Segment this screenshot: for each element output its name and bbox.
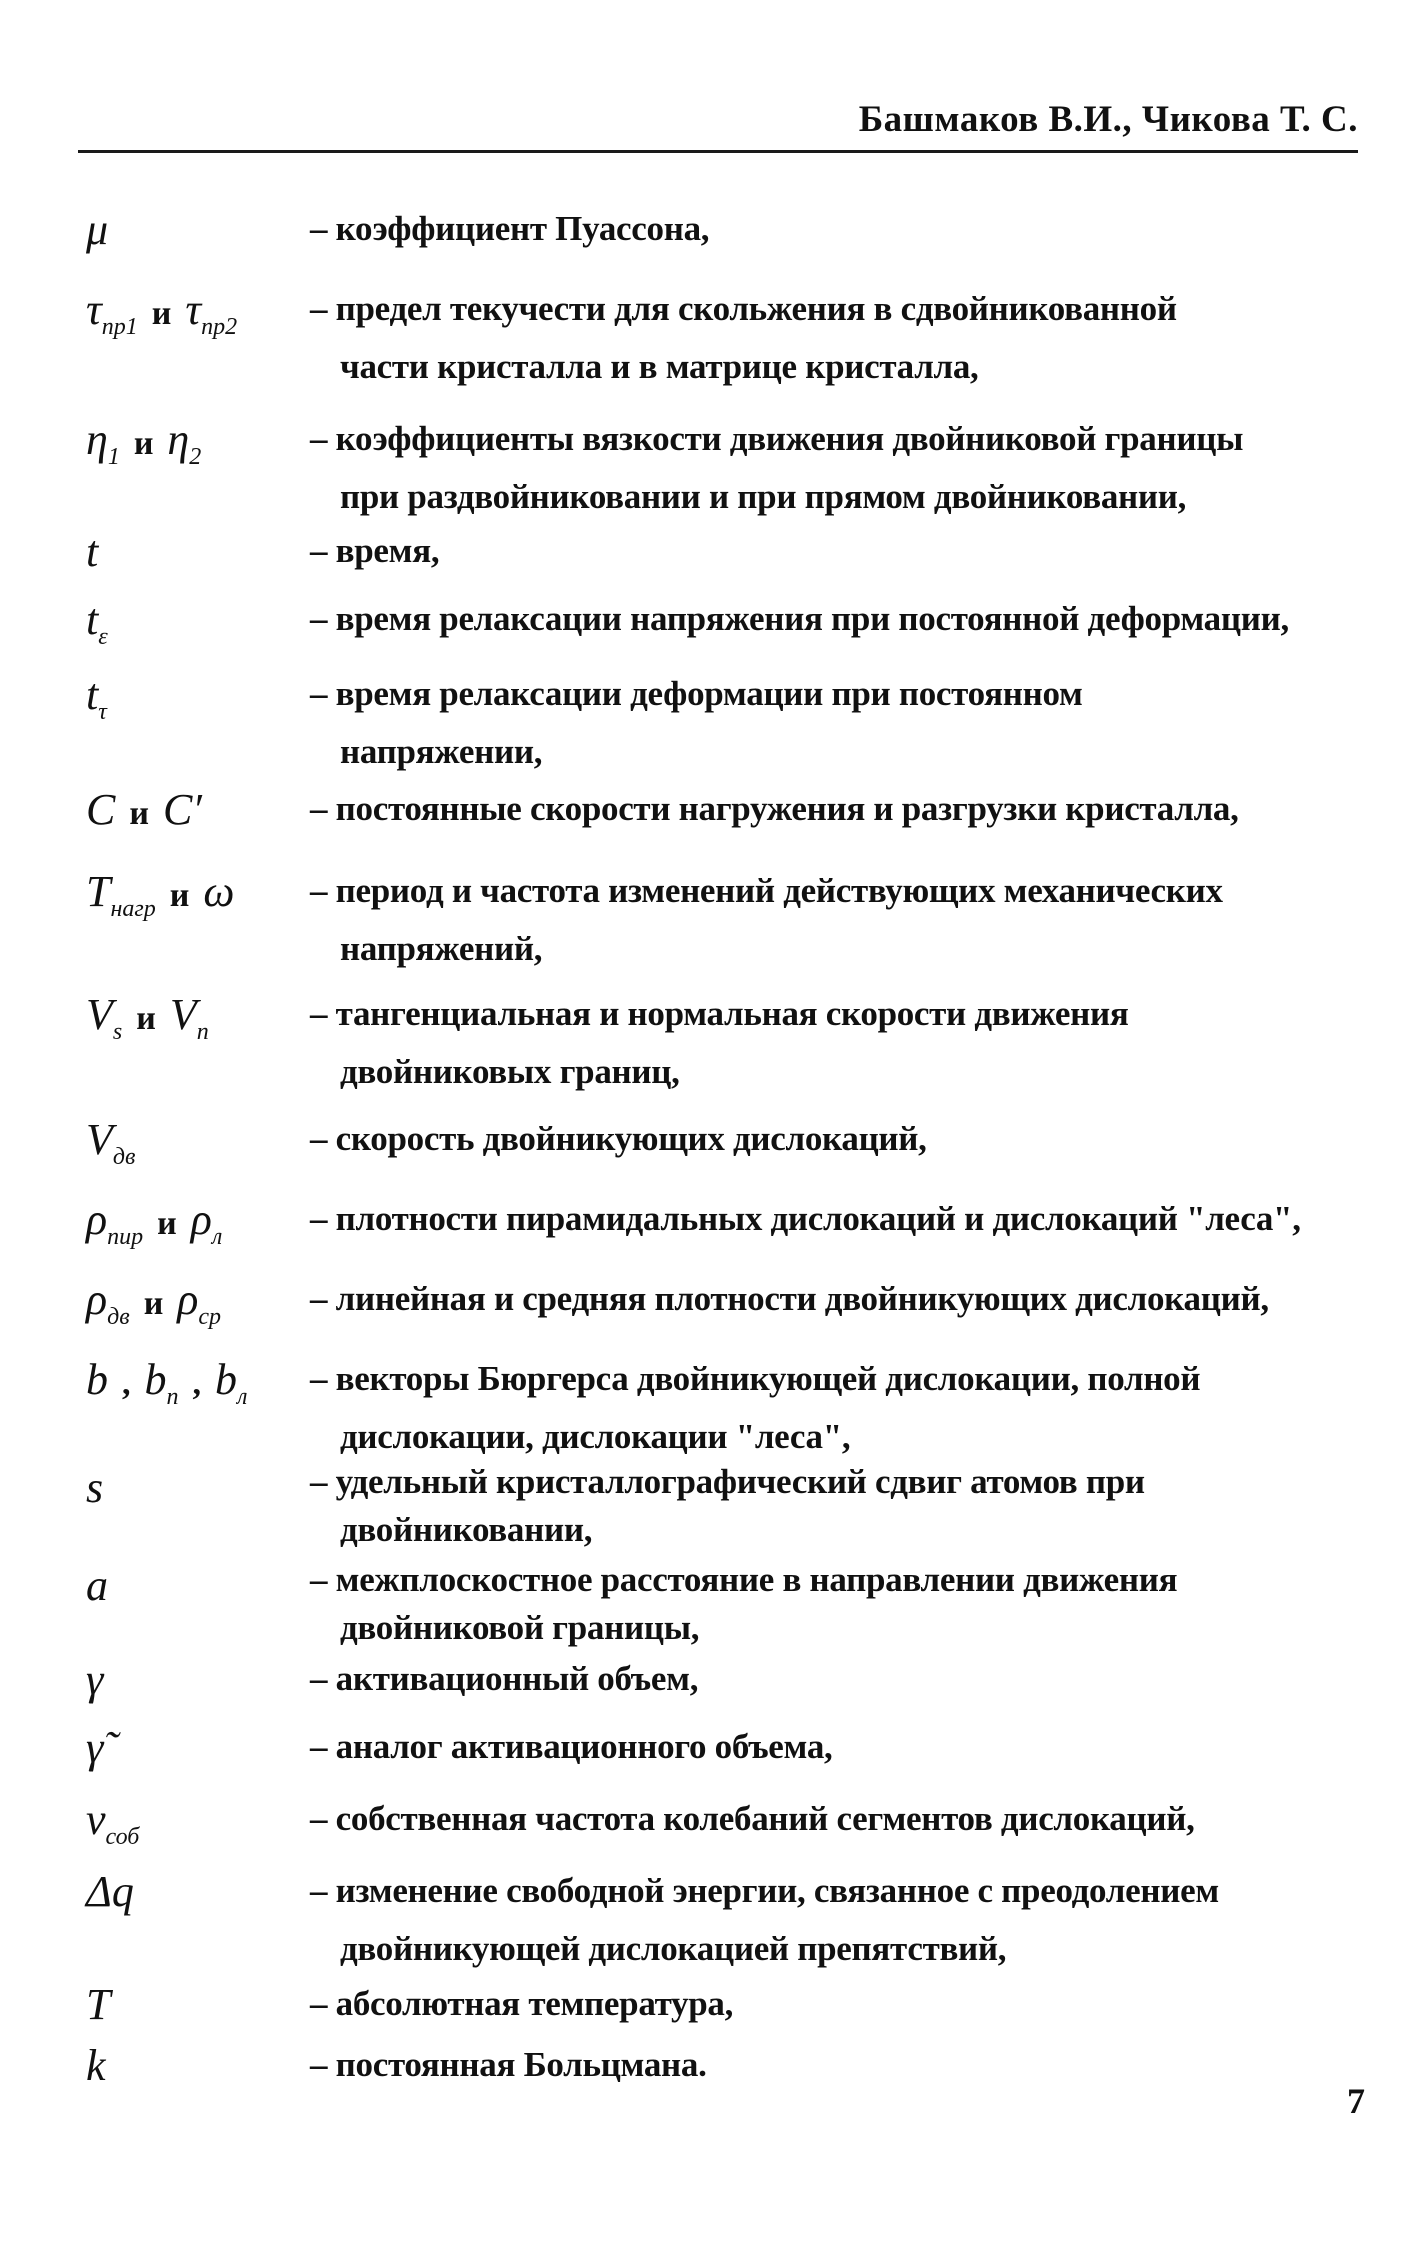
header-authors: Башмаков В.И., Чикова Т. С. [858,99,1358,140]
notation-row [0,1975,1427,2035]
notation-definition: – аналог активационного объема, [310,1727,833,1766]
notation-definition: – собственная частота колебаний сегментов дислокаций, [310,1799,1195,1838]
notation-symbol: b , $b_п$ , $b_л$ [86,1355,248,1410]
notation-symbol: $T_{нагр}$ и ω [86,867,235,922]
notation-symbol: $t_\varepsilon$ [86,595,108,650]
notation-definition: – предел текучести для скольжения в сдвойникованной части кристалла и в матрице кристалла, [310,289,1177,386]
notation-symbol: γ [86,1655,104,1704]
notation-row [0,985,1427,1091]
notation-symbol: $\rho_{дв}$ и $\rho_{ср}$ [86,1275,222,1330]
notation-symbol: Δq [86,1867,134,1916]
notation-symbol: $V_s$ и $V_n$ [86,990,209,1045]
notation-definition: – время, [310,531,440,570]
notation-definition: – коэффициент Пуассона, [310,209,710,248]
page-header [78,92,1358,153]
notation-symbol: $\tau_{пр1}$ и $\tau_{пр2}$ [86,285,238,340]
notation-definition: – время релаксации напряжения при постоянной деформации, [310,599,1289,638]
notation-row [0,1790,1427,1850]
notation-symbol: k [86,2041,106,2090]
notation-symbol: $\eta_1$ и $\eta_2$ [86,415,202,470]
notation-definition: – постоянные скорости нагружения и разгрузки кристалла, [310,789,1239,828]
notation-row [0,1650,1427,1710]
notation-definition: – коэффициенты вязкости движения двойниковой границы при раздвойниковании и при прямом двойниковании, [310,419,1244,516]
notation-row [0,780,1427,840]
notation-symbol: s [86,1463,104,1512]
notation-definition: – скорость двойникующих дислокаций, [310,1119,927,1158]
page-number: 7 [1347,2081,1365,2121]
notation-row [0,665,1427,771]
notation-definition: – время релаксации деформации при постоянном напряжении, [310,674,1083,771]
notation-row [0,590,1427,650]
notation-definition: – абсолютная температура, [310,1984,734,2023]
notation-definition: – удельный кристаллографический сдвиг атомов при двойниковании, [310,1462,1145,1549]
notation-row [0,410,1427,516]
notation-row [0,1270,1427,1330]
notation-symbol: C и C′ [86,785,202,834]
notation-definition: – плотности пирамидальных дислокаций и дислокаций "леса", [310,1199,1301,1238]
notation-row [0,2036,1427,2096]
notation-definition: – линейная и средняя плотности двойникующих дислокаций, [310,1279,1269,1318]
notation-row [0,862,1427,968]
notation-definition: – межплоскостное расстояние в направлении движения двойниковой границы, [310,1560,1178,1647]
notation-symbol: T [86,1980,111,2029]
notation-row [0,1350,1427,1456]
notation-row [0,522,1427,582]
notation-symbol: μ [86,205,109,254]
notation-symbol: $\nu_{соб}$ [86,1795,140,1850]
notation-symbol: $V_{дв}$ [86,1115,136,1170]
notation-row [0,280,1427,386]
notation-row [0,1862,1427,1968]
notation-symbol: t [86,527,99,576]
notation-row [0,1458,1427,1549]
notation-definition: – тангенциальная и нормальная скорости движения двойниковых границ, [310,994,1129,1091]
notation-row [0,1556,1427,1647]
notation-definition: – векторы Бюргерса двойникующей дислокации, полной дислокации, дислокации "леса", [310,1359,1201,1456]
notation-row [0,1718,1427,1778]
notation-definition: – изменение свободной энергии, связанное с преодолением двойникующей дислокацией препятствий, [310,1871,1219,1968]
notation-row [0,1190,1427,1250]
notation-definition: – постоянная Больцмана. [310,2045,707,2084]
notation-symbol: a [86,1561,108,1610]
notation-symbol: $t_\tau$ [86,670,107,725]
notation-row [0,1110,1427,1170]
notation-symbol: γ̃ [86,1723,104,1772]
notation-definition: – период и частота изменений действующих механических напряжений, [310,871,1223,968]
notation-symbol: $\rho_{пир}$ и $\rho_л$ [86,1195,223,1250]
notation-definition: – активационный объем, [310,1659,699,1698]
notation-row [0,200,1427,260]
